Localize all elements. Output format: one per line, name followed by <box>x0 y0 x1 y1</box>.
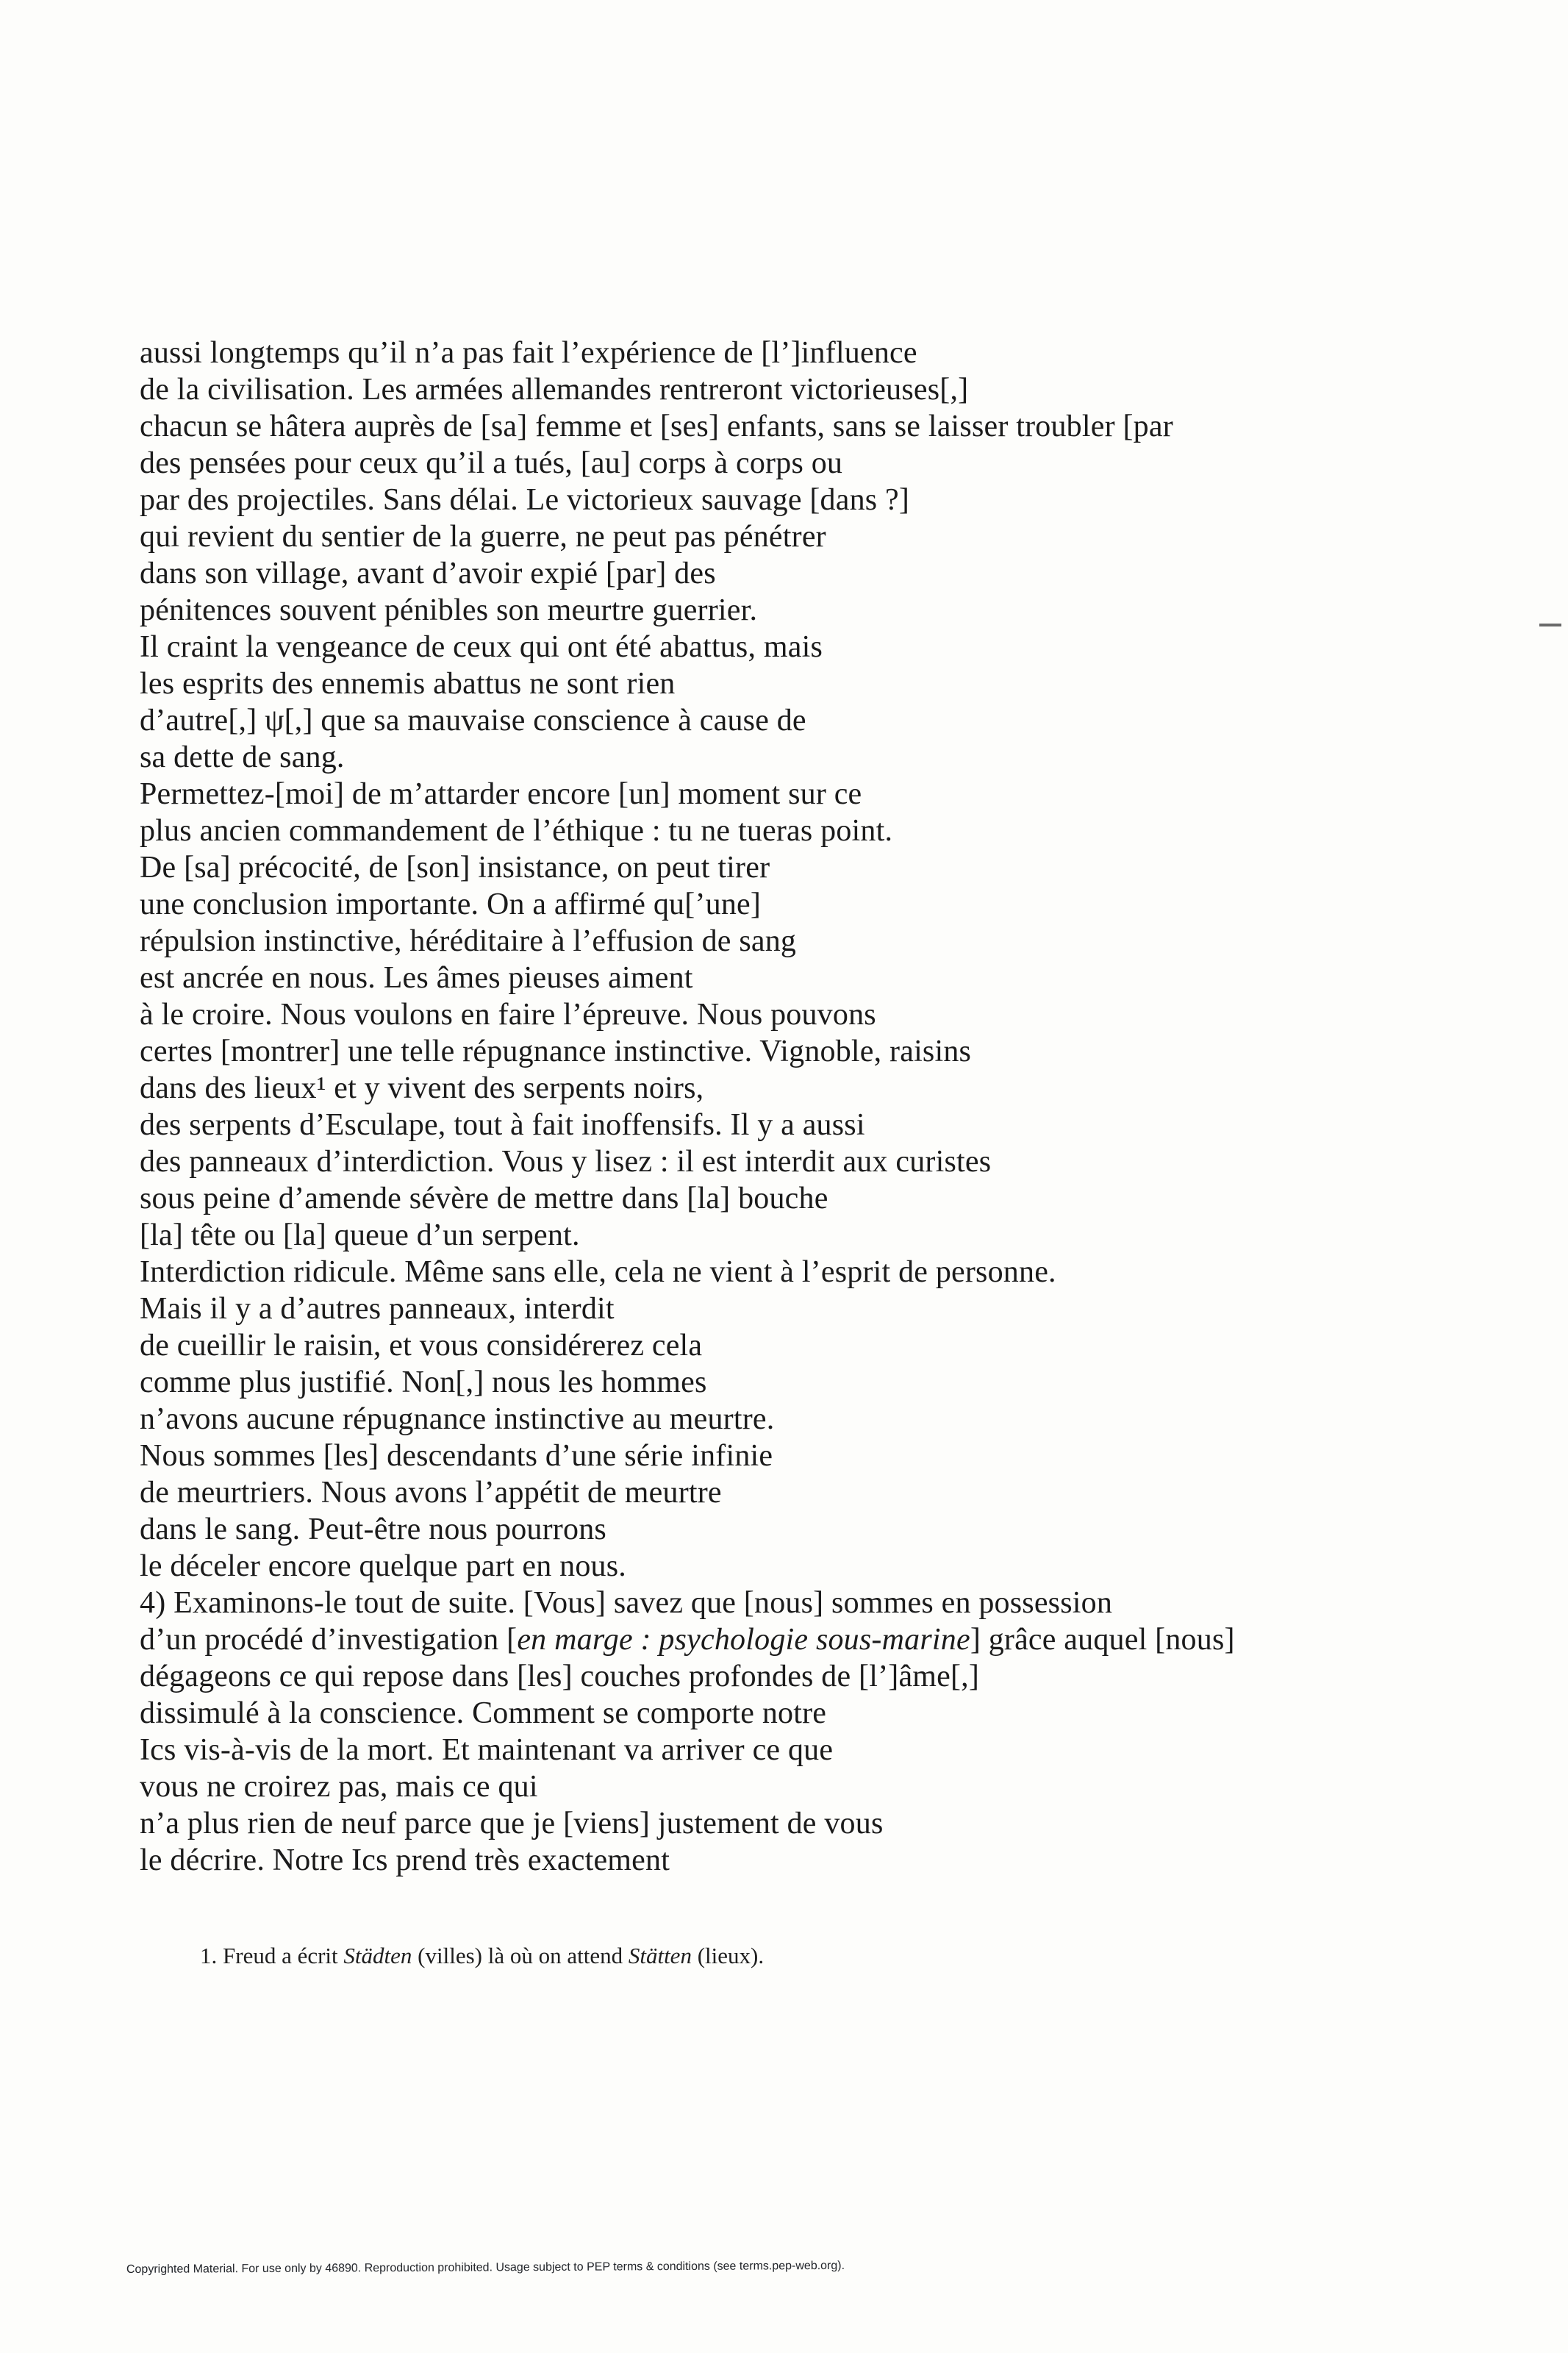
text-line: est ancrée en nous. Les âmes pieuses aiment <box>140 961 693 995</box>
text-part: (lieux). <box>691 1943 765 1968</box>
scan-edge-mark <box>1539 624 1561 626</box>
text-line: une conclusion importante. On a affirmé qu[’une] <box>140 888 762 921</box>
text-part: ] grâce auquel [nous] <box>970 1623 1235 1657</box>
text-line: chacun se hâtera auprès de [sa] femme et [ses] enfants, sans se laisser troubler [par <box>140 410 1173 443</box>
text-line: les esprits des ennemis abattus ne sont rien <box>140 667 676 701</box>
text-line: par des projectiles. Sans délai. Le victorieux sauvage [dans ?] <box>140 483 910 517</box>
text-line: d’autre[,] ψ[,] que sa mauvaise conscience à cause de <box>140 704 806 738</box>
text-line: vous ne croirez pas, mais ce qui <box>140 1770 538 1804</box>
text-line: le déceler encore quelque part en nous. <box>140 1549 626 1583</box>
text-line: qui revient du sentier de la guerre, ne peut pas pénétrer <box>140 520 826 554</box>
text-part: (villes) là où on attend <box>412 1943 629 1968</box>
text-line: [la] tête ou [la] queue d’un serpent. <box>140 1218 580 1252</box>
footnote <box>200 1941 1376 1971</box>
text-part: 1. Freud a écrit <box>200 1943 344 1968</box>
text-line: certes [montrer] une telle répugnance instinctive. Vignoble, raisins <box>140 1035 972 1068</box>
copyright-watermark: Copyrighted Material. For use only by 46890. Reproduction prohibited. Usage subject to PEP terms & conditions (see terms.pep-web.org). <box>126 2259 845 2276</box>
text-line: aussi longtemps qu’il n’a pas fait l’expérience de [l’]influence <box>140 336 917 370</box>
text-part: Städten <box>343 1943 412 1968</box>
body-text <box>140 335 1522 1879</box>
text-line: pénitences souvent pénibles son meurtre guerrier. <box>140 593 758 627</box>
text-line: n’a plus rien de neuf parce que je [viens] justement de vous <box>140 1807 884 1840</box>
text-line: Interdiction ridicule. Même sans elle, cela ne vient à l’esprit de personne. <box>140 1255 1056 1289</box>
text-line: des serpents d’Esculape, tout à fait inoffensifs. Il y a aussi <box>140 1108 865 1142</box>
text-line: 4) Examinons-le tout de suite. [Vous] savez que [nous] sommes en possession <box>140 1586 1113 1620</box>
text-line: Mais il y a d’autres panneaux, interdit <box>140 1292 615 1326</box>
text-part: Stätten <box>628 1943 692 1968</box>
text-line: de meurtriers. Nous avons l’appétit de meurtre <box>140 1476 722 1510</box>
text-line: dissimulé à la conscience. Comment se comporte notre <box>140 1696 827 1730</box>
text-line: Nous sommes [les] descendants d’une série infinie <box>140 1439 773 1473</box>
text-line: Ics vis-à-vis de la mort. Et maintenant va arriver ce que <box>140 1733 834 1767</box>
text-line: des pensées pour ceux qu’il a tués, [au] corps à corps ou <box>140 446 843 480</box>
text-line: n’avons aucune répugnance instinctive au meurtre. <box>140 1402 775 1436</box>
text-line: dans des lieux¹ et y vivent des serpents noirs, <box>140 1071 704 1105</box>
text-line: répulsion instinctive, héréditaire à l’effusion de sang <box>140 924 797 958</box>
text-line: comme plus justifié. Non[,] nous les hommes <box>140 1365 707 1399</box>
text-line: sa dette de sang. <box>140 740 345 774</box>
text-part: en marge : psychologie sous-marine <box>517 1623 970 1657</box>
text-line: plus ancien commandement de l’éthique : tu ne tueras point. <box>140 814 893 848</box>
text-line: Il craint la vengeance de ceux qui ont été abattus, mais <box>140 630 823 664</box>
text-part: d’un procédé d’investigation [ <box>140 1623 518 1657</box>
text-line: de cueillir le raisin, et vous considérerez cela <box>140 1329 703 1363</box>
text-line: De [sa] précocité, de [son] insistance, on peut tirer <box>140 851 770 885</box>
text-line: de la civilisation. Les armées allemandes rentreront victorieuses[,] <box>140 373 969 407</box>
text-line: à le croire. Nous voulons en faire l’épreuve. Nous pouvons <box>140 998 876 1032</box>
text-line: le décrire. Notre Ics prend très exactement <box>140 1843 670 1877</box>
text-line: dans le sang. Peut-être nous pourrons <box>140 1513 606 1546</box>
text-line: Permettez-[moi] de m’attarder encore [un] moment sur ce <box>140 777 862 811</box>
text-line: dans son village, avant d’avoir expié [par] des <box>140 557 716 590</box>
text-line: des panneaux d’interdiction. Vous y lisez : il est interdit aux curistes <box>140 1145 992 1179</box>
text-line: dégageons ce qui repose dans [les] couches profondes de [l’]âme[,] <box>140 1660 980 1693</box>
text-line <box>140 1621 1522 1658</box>
text-line: sous peine d’amende sévère de mettre dans [la] bouche <box>140 1182 828 1215</box>
